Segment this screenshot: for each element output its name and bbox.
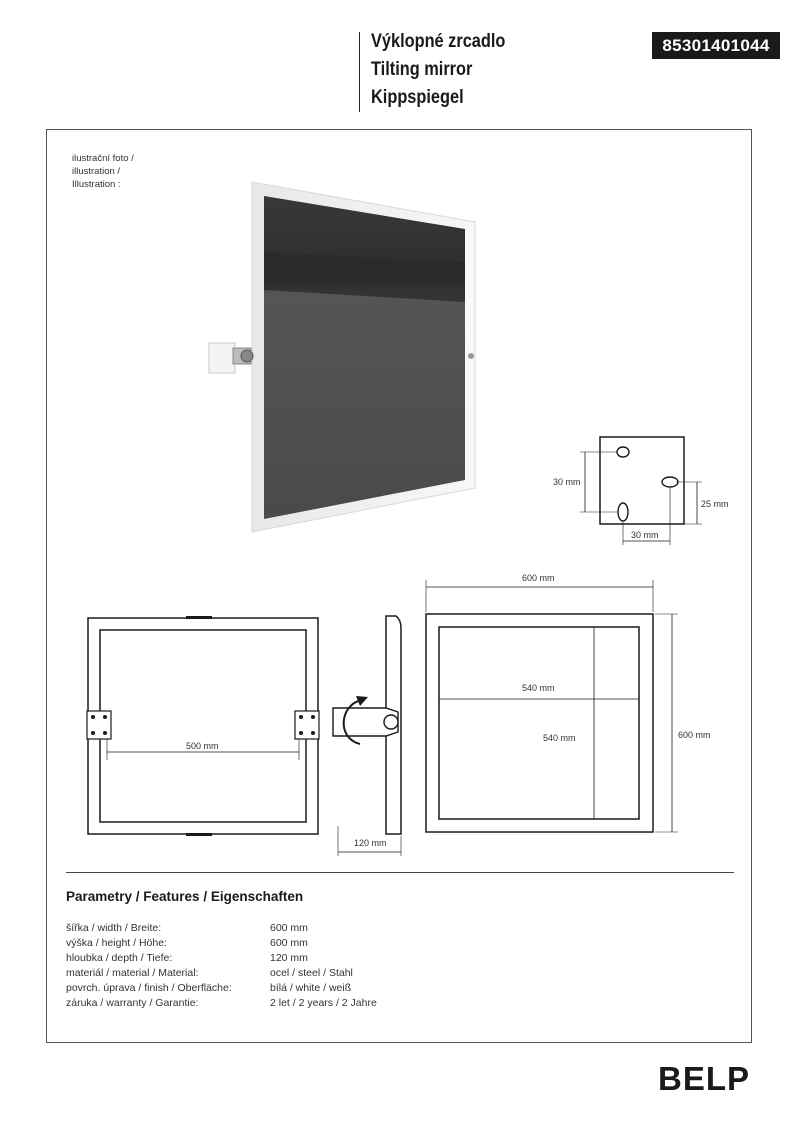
feature-label: materiál / material / Material: <box>66 967 199 979</box>
wall-bracket <box>209 343 235 373</box>
rear-outer-frame <box>88 618 318 834</box>
brand-logo: BELP <box>658 1060 751 1097</box>
feature-row-height <box>66 936 377 951</box>
title-german: Kippspiegel <box>371 87 464 108</box>
illustration-label-en: illustration / <box>72 166 121 177</box>
dim-overall-width: 600 mm <box>522 573 555 583</box>
feature-value: 600 mm <box>270 937 308 949</box>
feature-row-material <box>66 966 377 981</box>
rear-bracket-right <box>295 711 319 739</box>
illustration-label-de: Illustration : <box>72 179 121 190</box>
feature-label: výška / height / Höhe: <box>66 937 167 949</box>
plate-hole-bottom <box>618 503 628 521</box>
dim-depth: 120 mm <box>354 838 387 848</box>
feature-label: hloubka / depth / Tiefe: <box>66 952 173 964</box>
dim-hole-vertical: 30 mm <box>553 477 581 487</box>
title-czech: Výklopné zrcadlo <box>371 31 506 52</box>
pivot-knob <box>241 350 253 362</box>
mirror-glass <box>264 196 465 519</box>
feature-value: 2 let / 2 years / 2 Jahre <box>270 997 377 1009</box>
dim-inner-height: 540 mm <box>543 733 576 743</box>
feature-value: bílá / white / weiß <box>270 982 352 994</box>
rear-view-drawing <box>87 616 319 836</box>
illustration-label-cs: ilustrační foto / <box>72 153 134 164</box>
mirror-photo <box>209 182 475 532</box>
front-view-drawing <box>426 580 678 832</box>
product-code-badge: 85301401044 <box>652 32 780 59</box>
plate-hole-right <box>662 477 678 487</box>
pivot-knob-right <box>468 353 474 359</box>
feature-value: 600 mm <box>270 922 308 934</box>
section-divider <box>66 872 734 873</box>
dim-hole-side: 25 mm <box>701 499 729 509</box>
feature-row-width <box>66 921 377 936</box>
feature-label: povrch. úprava / finish / Oberfläche: <box>66 982 232 994</box>
rear-bracket-left <box>87 711 111 739</box>
title-english: Tilting mirror <box>371 59 473 80</box>
feature-value: 120 mm <box>270 952 308 964</box>
feature-label: šířka / width / Breite: <box>66 922 162 934</box>
features-heading: Parametry / Features / Eigenschaften <box>66 889 304 904</box>
plate-hole-top <box>617 447 629 457</box>
dim-overall-height: 600 mm <box>678 730 711 740</box>
mounting-plate-detail <box>580 437 702 545</box>
mounting-plate <box>600 437 684 524</box>
rear-inner-frame <box>100 630 306 822</box>
front-inner-frame <box>439 627 639 819</box>
dim-bracket-spacing: 500 mm <box>186 741 219 751</box>
side-view-drawing <box>333 616 401 856</box>
dim-inner-width: 540 mm <box>522 683 555 693</box>
front-outer-frame <box>426 614 653 832</box>
features-table <box>66 921 377 1011</box>
dim-hole-horizontal: 30 mm <box>631 530 659 540</box>
feature-row-finish <box>66 981 377 996</box>
feature-value: ocel / steel / Stahl <box>270 967 353 979</box>
feature-row-depth <box>66 951 377 966</box>
feature-label: záruka / warranty / Garantie: <box>66 997 199 1009</box>
feature-row-warranty <box>66 996 377 1011</box>
